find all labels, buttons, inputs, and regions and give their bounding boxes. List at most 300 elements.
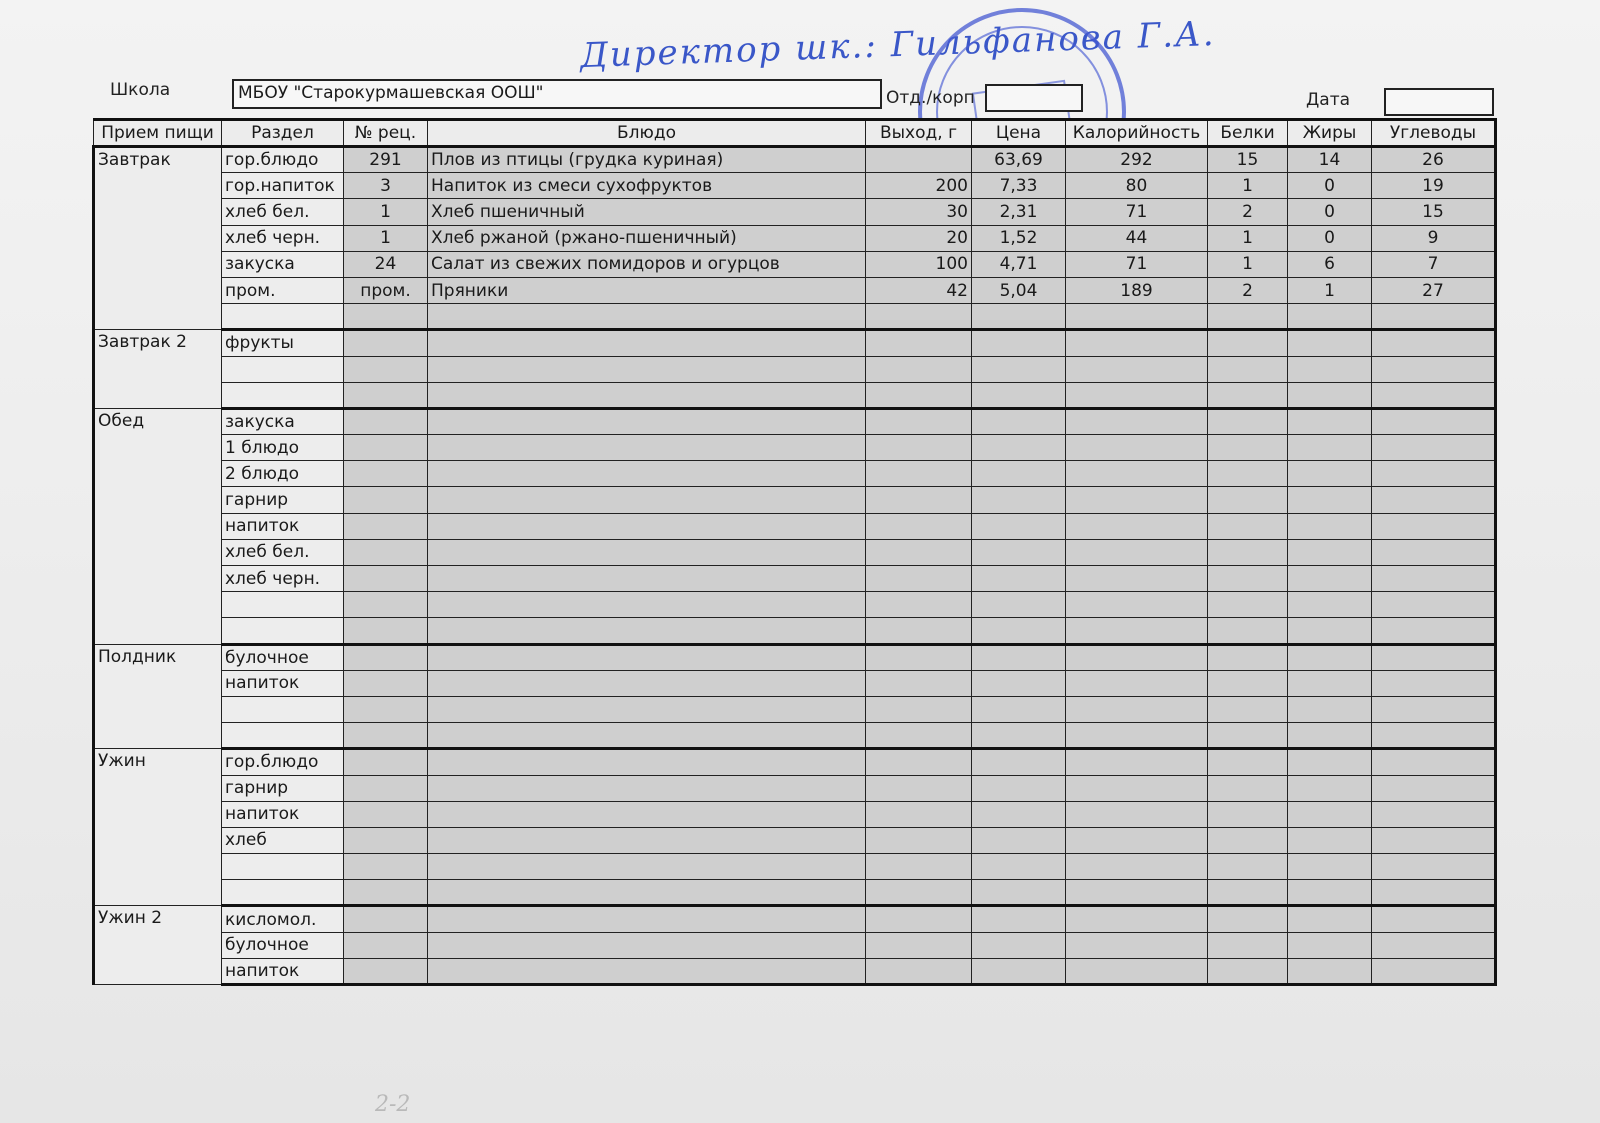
yield-cell[interactable]	[866, 461, 972, 487]
yield-cell[interactable]	[866, 749, 972, 775]
yield-cell[interactable]	[866, 147, 972, 173]
yield-cell[interactable]	[866, 670, 972, 696]
dish-cell[interactable]: Напиток из смеси сухофруктов	[428, 173, 866, 199]
yield-cell[interactable]	[866, 592, 972, 618]
yield-cell[interactable]	[866, 618, 972, 644]
dish-cell[interactable]	[428, 723, 866, 749]
section-cell[interactable]: 2 блюдо	[222, 461, 344, 487]
table-row	[94, 225, 1496, 251]
section-cell[interactable]: кисломол.	[222, 906, 344, 932]
section-cell[interactable]: булочное	[222, 644, 344, 670]
fat-cell[interactable]	[1288, 775, 1372, 801]
carbs-cell[interactable]	[1372, 880, 1496, 906]
price-cell[interactable]: 2,31	[972, 199, 1066, 225]
protein-cell[interactable]: 1	[1208, 225, 1288, 251]
yield-cell[interactable]	[866, 330, 972, 356]
section-cell[interactable]: гор.блюдо	[222, 749, 344, 775]
price-cell[interactable]	[972, 566, 1066, 592]
protein-cell[interactable]	[1208, 618, 1288, 644]
yield-cell[interactable]	[866, 906, 972, 932]
dish-cell[interactable]: Салат из свежих помидоров и огурцов	[428, 251, 866, 277]
protein-cell[interactable]	[1208, 670, 1288, 696]
price-cell[interactable]	[972, 775, 1066, 801]
section-cell[interactable]: булочное	[222, 932, 344, 958]
price-cell[interactable]: 5,04	[972, 277, 1066, 303]
section-cell[interactable]	[222, 592, 344, 618]
price-cell[interactable]	[972, 618, 1066, 644]
price-cell[interactable]: 63,69	[972, 147, 1066, 173]
carbs-cell[interactable]: 19	[1372, 173, 1496, 199]
recipe-cell[interactable]	[344, 566, 428, 592]
yield-cell[interactable]	[866, 566, 972, 592]
fat-cell[interactable]	[1288, 801, 1372, 827]
section-cell[interactable]	[222, 880, 344, 906]
carbs-cell[interactable]	[1372, 513, 1496, 539]
fat-cell[interactable]	[1288, 696, 1372, 722]
yield-cell[interactable]	[866, 801, 972, 827]
price-cell[interactable]	[972, 592, 1066, 618]
dish-cell[interactable]	[428, 618, 866, 644]
protein-cell[interactable]	[1208, 487, 1288, 513]
protein-cell[interactable]	[1208, 513, 1288, 539]
calories-cell[interactable]	[1066, 618, 1208, 644]
price-cell[interactable]	[972, 408, 1066, 434]
fat-cell[interactable]: 14	[1288, 147, 1372, 173]
protein-cell[interactable]	[1208, 461, 1288, 487]
fat-cell[interactable]	[1288, 408, 1372, 434]
dish-cell[interactable]	[428, 487, 866, 513]
protein-cell[interactable]	[1208, 539, 1288, 565]
dish-cell[interactable]: Пряники	[428, 277, 866, 303]
price-cell[interactable]	[972, 854, 1066, 880]
yield-cell[interactable]: 30	[866, 199, 972, 225]
fat-cell[interactable]	[1288, 749, 1372, 775]
section-cell[interactable]: хлеб черн.	[222, 566, 344, 592]
calories-cell[interactable]	[1066, 382, 1208, 408]
protein-cell[interactable]	[1208, 408, 1288, 434]
calories-cell[interactable]	[1066, 775, 1208, 801]
yield-cell[interactable]	[866, 775, 972, 801]
yield-cell[interactable]	[866, 723, 972, 749]
dish-cell[interactable]	[428, 958, 866, 984]
recipe-cell[interactable]	[344, 958, 428, 984]
price-cell[interactable]	[972, 513, 1066, 539]
fat-cell[interactable]	[1288, 513, 1372, 539]
calories-cell[interactable]: 71	[1066, 251, 1208, 277]
price-cell[interactable]	[972, 539, 1066, 565]
carbs-cell[interactable]	[1372, 932, 1496, 958]
recipe-cell[interactable]	[344, 932, 428, 958]
section-cell[interactable]	[222, 356, 344, 382]
dish-cell[interactable]	[428, 644, 866, 670]
recipe-cell[interactable]	[344, 330, 428, 356]
protein-cell[interactable]	[1208, 382, 1288, 408]
yield-cell[interactable]	[866, 932, 972, 958]
protein-cell[interactable]	[1208, 644, 1288, 670]
calories-cell[interactable]	[1066, 696, 1208, 722]
calories-cell[interactable]	[1066, 539, 1208, 565]
calories-cell[interactable]	[1066, 356, 1208, 382]
table-row	[94, 749, 1496, 775]
dish-cell[interactable]: Хлеб ржаной (ржано-пшеничный)	[428, 225, 866, 251]
section-cell[interactable]: гарнир	[222, 775, 344, 801]
price-cell[interactable]	[972, 827, 1066, 853]
carbs-cell[interactable]: 7	[1372, 251, 1496, 277]
calories-cell[interactable]	[1066, 644, 1208, 670]
fat-cell[interactable]	[1288, 382, 1372, 408]
price-cell[interactable]	[972, 487, 1066, 513]
protein-cell[interactable]	[1208, 749, 1288, 775]
calories-cell[interactable]	[1066, 408, 1208, 434]
protein-cell[interactable]	[1208, 723, 1288, 749]
section-cell[interactable]	[222, 304, 344, 330]
dish-cell[interactable]	[428, 408, 866, 434]
calories-cell[interactable]: 71	[1066, 199, 1208, 225]
carbs-cell[interactable]	[1372, 775, 1496, 801]
table-row	[94, 958, 1496, 984]
recipe-cell[interactable]	[344, 906, 428, 932]
carbs-cell[interactable]	[1372, 435, 1496, 461]
recipe-cell[interactable]: 24	[344, 251, 428, 277]
calories-cell[interactable]	[1066, 513, 1208, 539]
calories-cell[interactable]	[1066, 723, 1208, 749]
recipe-cell[interactable]: 1	[344, 199, 428, 225]
calories-cell[interactable]	[1066, 435, 1208, 461]
carbs-cell[interactable]	[1372, 566, 1496, 592]
fat-cell[interactable]	[1288, 487, 1372, 513]
carbs-cell[interactable]	[1372, 827, 1496, 853]
recipe-cell[interactable]	[344, 539, 428, 565]
section-cell[interactable]	[222, 723, 344, 749]
table-row	[94, 906, 1496, 932]
dish-cell[interactable]	[428, 304, 866, 330]
carbs-cell[interactable]	[1372, 670, 1496, 696]
calories-cell[interactable]: 292	[1066, 147, 1208, 173]
protein-cell[interactable]: 1	[1208, 251, 1288, 277]
recipe-cell[interactable]	[344, 356, 428, 382]
protein-cell[interactable]	[1208, 356, 1288, 382]
dish-cell[interactable]	[428, 696, 866, 722]
fat-cell[interactable]	[1288, 958, 1372, 984]
recipe-cell[interactable]	[344, 408, 428, 434]
calories-cell[interactable]	[1066, 749, 1208, 775]
recipe-cell[interactable]	[344, 827, 428, 853]
section-cell[interactable]: фрукты	[222, 330, 344, 356]
price-cell[interactable]: 1,52	[972, 225, 1066, 251]
section-cell[interactable]: напиток	[222, 958, 344, 984]
yield-cell[interactable]	[866, 513, 972, 539]
dish-cell[interactable]	[428, 670, 866, 696]
protein-cell[interactable]: 15	[1208, 147, 1288, 173]
fat-cell[interactable]	[1288, 618, 1372, 644]
protein-cell[interactable]	[1208, 880, 1288, 906]
fat-cell[interactable]	[1288, 539, 1372, 565]
recipe-cell[interactable]	[344, 775, 428, 801]
protein-cell[interactable]	[1208, 566, 1288, 592]
fat-cell[interactable]	[1288, 304, 1372, 330]
date-field[interactable]	[1384, 88, 1494, 116]
dish-cell[interactable]	[428, 801, 866, 827]
price-cell[interactable]: 4,71	[972, 251, 1066, 277]
fat-cell[interactable]	[1288, 932, 1372, 958]
price-cell[interactable]	[972, 906, 1066, 932]
dept-field[interactable]	[985, 84, 1083, 112]
section-cell[interactable]: гарнир	[222, 487, 344, 513]
yield-cell[interactable]: 100	[866, 251, 972, 277]
carbs-cell[interactable]	[1372, 539, 1496, 565]
calories-cell[interactable]: 44	[1066, 225, 1208, 251]
fat-cell[interactable]: 1	[1288, 277, 1372, 303]
calories-cell[interactable]	[1066, 304, 1208, 330]
recipe-cell[interactable]	[344, 670, 428, 696]
yield-cell[interactable]	[866, 408, 972, 434]
yield-cell[interactable]	[866, 696, 972, 722]
yield-cell[interactable]	[866, 356, 972, 382]
price-cell[interactable]	[972, 644, 1066, 670]
carbs-cell[interactable]: 15	[1372, 199, 1496, 225]
dish-cell[interactable]	[428, 775, 866, 801]
fat-cell[interactable]	[1288, 827, 1372, 853]
price-cell[interactable]	[972, 330, 1066, 356]
fat-cell[interactable]	[1288, 880, 1372, 906]
protein-cell[interactable]: 2	[1208, 199, 1288, 225]
column-header: Цена	[972, 120, 1066, 147]
section-cell[interactable]: хлеб бел.	[222, 199, 344, 225]
section-cell[interactable]: гор.блюдо	[222, 147, 344, 173]
dish-cell[interactable]	[428, 932, 866, 958]
carbs-cell[interactable]	[1372, 723, 1496, 749]
recipe-cell[interactable]	[344, 618, 428, 644]
calories-cell[interactable]: 189	[1066, 277, 1208, 303]
price-cell[interactable]	[972, 932, 1066, 958]
section-cell[interactable]: напиток	[222, 670, 344, 696]
section-cell[interactable]: 1 блюдо	[222, 435, 344, 461]
section-cell[interactable]: хлеб черн.	[222, 225, 344, 251]
calories-cell[interactable]	[1066, 880, 1208, 906]
dish-cell[interactable]	[428, 749, 866, 775]
recipe-cell[interactable]	[344, 304, 428, 330]
price-cell[interactable]	[972, 749, 1066, 775]
dish-cell[interactable]	[428, 382, 866, 408]
fat-cell[interactable]: 0	[1288, 225, 1372, 251]
protein-cell[interactable]	[1208, 592, 1288, 618]
recipe-cell[interactable]	[344, 461, 428, 487]
protein-cell[interactable]	[1208, 827, 1288, 853]
carbs-cell[interactable]	[1372, 356, 1496, 382]
recipe-cell[interactable]	[344, 880, 428, 906]
fat-cell[interactable]	[1288, 461, 1372, 487]
recipe-cell[interactable]: 3	[344, 173, 428, 199]
protein-cell[interactable]	[1208, 932, 1288, 958]
yield-cell[interactable]	[866, 435, 972, 461]
protein-cell[interactable]	[1208, 435, 1288, 461]
price-cell[interactable]	[972, 435, 1066, 461]
price-cell[interactable]	[972, 880, 1066, 906]
table-row	[94, 775, 1496, 801]
carbs-cell[interactable]	[1372, 592, 1496, 618]
carbs-cell[interactable]	[1372, 330, 1496, 356]
section-cell[interactable]: хлеб	[222, 827, 344, 853]
carbs-cell[interactable]	[1372, 618, 1496, 644]
dish-cell[interactable]	[428, 854, 866, 880]
section-cell[interactable]: закуска	[222, 251, 344, 277]
dish-cell[interactable]	[428, 566, 866, 592]
carbs-cell[interactable]	[1372, 906, 1496, 932]
recipe-cell[interactable]: 291	[344, 147, 428, 173]
recipe-cell[interactable]	[344, 696, 428, 722]
yield-cell[interactable]	[866, 644, 972, 670]
carbs-cell[interactable]	[1372, 644, 1496, 670]
price-cell[interactable]	[972, 801, 1066, 827]
carbs-cell[interactable]	[1372, 696, 1496, 722]
recipe-cell[interactable]	[344, 723, 428, 749]
carbs-cell[interactable]	[1372, 958, 1496, 984]
calories-cell[interactable]	[1066, 854, 1208, 880]
calories-cell[interactable]	[1066, 932, 1208, 958]
dish-cell[interactable]	[428, 592, 866, 618]
carbs-cell[interactable]	[1372, 749, 1496, 775]
fat-cell[interactable]	[1288, 644, 1372, 670]
section-cell[interactable]: закуска	[222, 408, 344, 434]
fat-cell[interactable]	[1288, 723, 1372, 749]
price-cell[interactable]	[972, 382, 1066, 408]
calories-cell[interactable]	[1066, 801, 1208, 827]
carbs-cell[interactable]	[1372, 304, 1496, 330]
protein-cell[interactable]	[1208, 854, 1288, 880]
dish-cell[interactable]	[428, 827, 866, 853]
protein-cell[interactable]: 2	[1208, 277, 1288, 303]
menu-table	[92, 118, 1497, 986]
recipe-cell[interactable]: 1	[344, 225, 428, 251]
price-cell[interactable]: 7,33	[972, 173, 1066, 199]
protein-cell[interactable]	[1208, 906, 1288, 932]
column-header: № рец.	[344, 120, 428, 147]
price-cell[interactable]	[972, 958, 1066, 984]
price-cell[interactable]	[972, 696, 1066, 722]
recipe-cell[interactable]: пром.	[344, 277, 428, 303]
price-cell[interactable]	[972, 461, 1066, 487]
section-cell[interactable]: напиток	[222, 801, 344, 827]
section-cell[interactable]: хлеб бел.	[222, 539, 344, 565]
section-cell[interactable]: пром.	[222, 277, 344, 303]
school-field[interactable]: МБОУ "Старокурмашевская ООШ"	[232, 79, 882, 109]
protein-cell[interactable]: 1	[1208, 173, 1288, 199]
fat-cell[interactable]: 0	[1288, 173, 1372, 199]
recipe-cell[interactable]	[344, 487, 428, 513]
price-cell[interactable]	[972, 723, 1066, 749]
carbs-cell[interactable]	[1372, 408, 1496, 434]
dish-cell[interactable]	[428, 539, 866, 565]
fat-cell[interactable]	[1288, 330, 1372, 356]
yield-cell[interactable]	[866, 487, 972, 513]
calories-cell[interactable]: 80	[1066, 173, 1208, 199]
dish-cell[interactable]	[428, 461, 866, 487]
carbs-cell[interactable]	[1372, 382, 1496, 408]
recipe-cell[interactable]	[344, 382, 428, 408]
carbs-cell[interactable]: 27	[1372, 277, 1496, 303]
column-header: Блюдо	[428, 120, 866, 147]
calories-cell[interactable]	[1066, 487, 1208, 513]
yield-cell[interactable]	[866, 854, 972, 880]
protein-cell[interactable]	[1208, 958, 1288, 984]
dish-cell[interactable]	[428, 513, 866, 539]
section-cell[interactable]	[222, 696, 344, 722]
protein-cell[interactable]	[1208, 801, 1288, 827]
dish-cell[interactable]: Хлеб пшеничный	[428, 199, 866, 225]
calories-cell[interactable]	[1066, 827, 1208, 853]
dish-cell[interactable]	[428, 880, 866, 906]
fat-cell[interactable]	[1288, 356, 1372, 382]
dish-cell[interactable]	[428, 906, 866, 932]
fat-cell[interactable]	[1288, 854, 1372, 880]
yield-cell[interactable]	[866, 304, 972, 330]
fat-cell[interactable]	[1288, 435, 1372, 461]
yield-cell[interactable]	[866, 880, 972, 906]
yield-cell[interactable]	[866, 958, 972, 984]
recipe-cell[interactable]	[344, 644, 428, 670]
calories-cell[interactable]	[1066, 958, 1208, 984]
yield-cell[interactable]	[866, 539, 972, 565]
calories-cell[interactable]	[1066, 566, 1208, 592]
recipe-cell[interactable]	[344, 854, 428, 880]
yield-cell[interactable]	[866, 382, 972, 408]
section-cell[interactable]	[222, 618, 344, 644]
fat-cell[interactable]: 0	[1288, 199, 1372, 225]
calories-cell[interactable]	[1066, 670, 1208, 696]
protein-cell[interactable]	[1208, 304, 1288, 330]
fat-cell[interactable]	[1288, 566, 1372, 592]
calories-cell[interactable]	[1066, 330, 1208, 356]
calories-cell[interactable]	[1066, 592, 1208, 618]
recipe-cell[interactable]	[344, 749, 428, 775]
recipe-cell[interactable]	[344, 592, 428, 618]
fat-cell[interactable]	[1288, 906, 1372, 932]
calories-cell[interactable]	[1066, 461, 1208, 487]
carbs-cell[interactable]: 26	[1372, 147, 1496, 173]
yield-cell[interactable]: 42	[866, 277, 972, 303]
price-cell[interactable]	[972, 670, 1066, 696]
carbs-cell[interactable]: 9	[1372, 225, 1496, 251]
protein-cell[interactable]	[1208, 696, 1288, 722]
protein-cell[interactable]	[1208, 775, 1288, 801]
yield-cell[interactable]: 20	[866, 225, 972, 251]
dish-cell[interactable]	[428, 330, 866, 356]
yield-cell[interactable]: 200	[866, 173, 972, 199]
carbs-cell[interactable]	[1372, 461, 1496, 487]
yield-cell[interactable]	[866, 827, 972, 853]
price-cell[interactable]	[972, 356, 1066, 382]
fat-cell[interactable]: 6	[1288, 251, 1372, 277]
dish-cell[interactable]: Плов из птицы (грудка куриная)	[428, 147, 866, 173]
price-cell[interactable]	[972, 304, 1066, 330]
carbs-cell[interactable]	[1372, 854, 1496, 880]
recipe-cell[interactable]	[344, 435, 428, 461]
protein-cell[interactable]	[1208, 330, 1288, 356]
carbs-cell[interactable]	[1372, 801, 1496, 827]
dish-cell[interactable]	[428, 356, 866, 382]
fat-cell[interactable]	[1288, 592, 1372, 618]
section-cell[interactable]	[222, 382, 344, 408]
section-cell[interactable]: гор.напиток	[222, 173, 344, 199]
dish-cell[interactable]	[428, 435, 866, 461]
calories-cell[interactable]	[1066, 906, 1208, 932]
fat-cell[interactable]	[1288, 670, 1372, 696]
recipe-cell[interactable]	[344, 801, 428, 827]
carbs-cell[interactable]	[1372, 487, 1496, 513]
section-cell[interactable]	[222, 854, 344, 880]
section-cell[interactable]: напиток	[222, 513, 344, 539]
recipe-cell[interactable]	[344, 513, 428, 539]
